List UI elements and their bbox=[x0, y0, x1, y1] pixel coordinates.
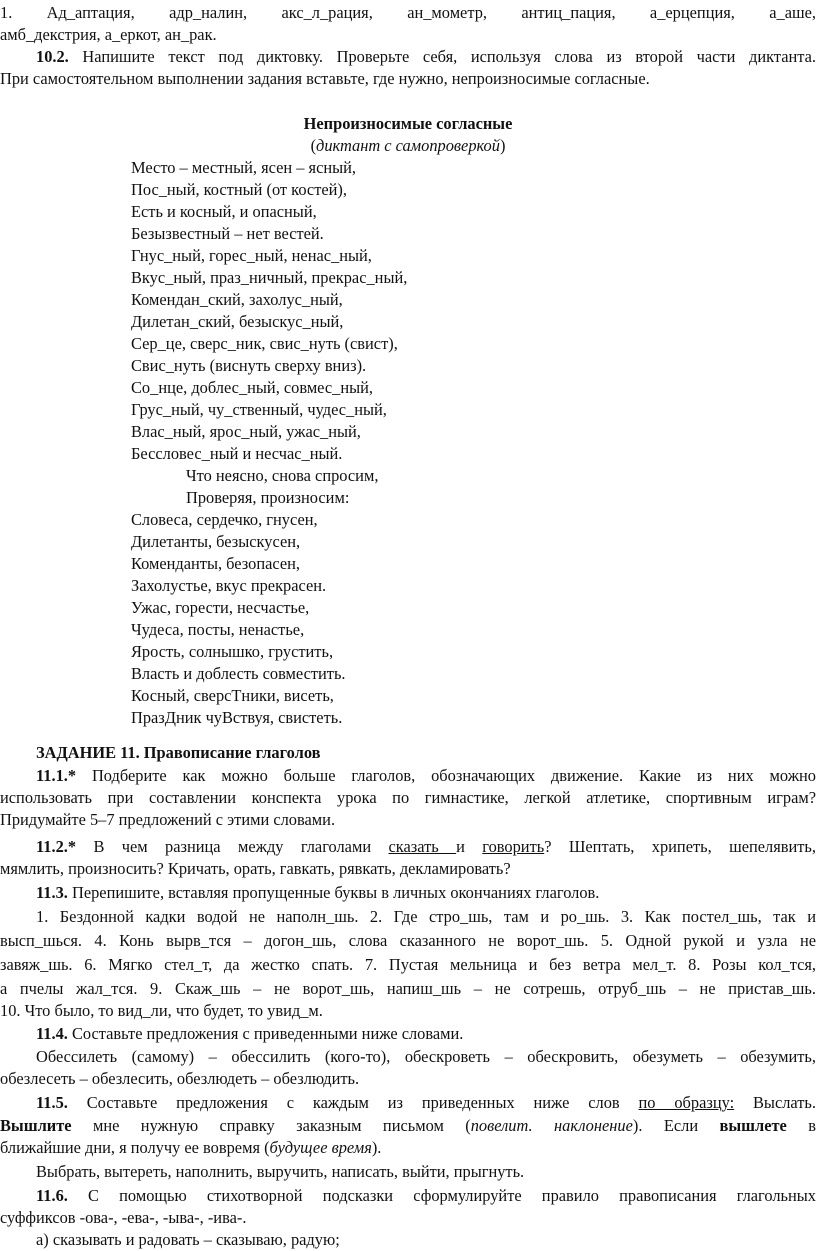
task10-item1-line1: 1. Ад_аптация, адр_налин, акс_л_рация, ан_мометр, антиц_пация, а_ерцепция, а_аше, bbox=[0, 3, 816, 22]
poem-line: Вкус_ный, праз_ничный, прекрас_ный, bbox=[131, 268, 408, 287]
exercise-text: ). bbox=[371, 1138, 382, 1157]
poem-line: Свис_нуть (виснуть сверху вниз). bbox=[131, 356, 367, 375]
underlined-word: сказать bbox=[388, 837, 457, 856]
task11-heading-text: ЗАДАНИЕ 11. Правописание глаголов bbox=[36, 743, 321, 762]
dictation-subtitle-text: диктант с самопроверкой bbox=[316, 136, 500, 155]
poem-line: Грус_ный, чу_ственный, чудес_ный, bbox=[131, 400, 387, 419]
poem-line: Словеса, сердечко, гнусен, bbox=[131, 510, 318, 529]
exercise-11-5-words: Выбрать, вытереть, наполнить, выручить, написать, выйти, прыгнуть. bbox=[36, 1162, 525, 1181]
poem-line: Чудеса, посты, ненастье, bbox=[131, 620, 305, 639]
dictation-subtitle bbox=[0, 135, 816, 157]
poem-line: Ужас, горести, несчастье, bbox=[131, 598, 310, 617]
dictation-title-text: Непроизносимые согласные bbox=[303, 114, 513, 133]
poem-line: Косный, сверсТники, висеть, bbox=[131, 686, 334, 705]
exercise-number: 11.6. bbox=[36, 1186, 68, 1205]
exercise-text: С помощью стихотворной подсказки сформулируйте правило правописания глагольных bbox=[67, 1186, 816, 1205]
exercise-11-3-line1 bbox=[36, 882, 816, 904]
exercise-11-1-line1 bbox=[36, 765, 816, 787]
bold-word: вышлете bbox=[719, 1116, 787, 1135]
poem-line: Место – местный, ясен – ясный, bbox=[131, 158, 357, 177]
exercise-11-1-line3: Придумайте 5–7 предложений с этими словами. bbox=[0, 810, 336, 829]
exercise-number: 11.2.* bbox=[36, 837, 77, 856]
exercise-text: Подберите как можно больше глаголов, обозначающих движение. Какие из них можно bbox=[76, 766, 816, 785]
exercise-number: 10.2. bbox=[36, 47, 69, 66]
italic-note: повелит. наклонение bbox=[470, 1116, 633, 1135]
exercise-text: Перепишите, вставляя пропущенные буквы в личных окончаниях глаголов. bbox=[67, 883, 600, 902]
poem-line: Пос_ный, костный (от костей), bbox=[131, 180, 347, 199]
poem-line: Сер_це, сверс_ник, свис_нуть (свист), bbox=[131, 334, 398, 353]
exercise-11-2-line1 bbox=[36, 836, 816, 858]
poem-line: ПразДник чуВствуя, свистеть. bbox=[131, 708, 343, 727]
exercise-11-5-line2 bbox=[0, 1115, 816, 1137]
poem-line: Бессловес_ный и несчас_ный. bbox=[131, 444, 343, 463]
paren-open: ( bbox=[310, 136, 317, 155]
poem-line: Что неясно, снова спросим, bbox=[186, 466, 379, 485]
exercise-11-5-line3 bbox=[0, 1137, 816, 1159]
exercise-11-4-para-line2: обезлесеть – обезлесить, обезлюдеть – обезлюдить. bbox=[0, 1069, 360, 1088]
exercise-text: Составьте предложения с приведенными ниже словами. bbox=[67, 1024, 464, 1043]
exercise-11-3-para-line3: завяж_шь. 6. Мягко стел_т, да жестко спать. 7. Пустая мельница и без ветра мел_т. 8. Розы кол_тся, bbox=[0, 955, 816, 974]
exercise-11-6-item-a: а) сказывать и радовать – сказываю, радую; bbox=[36, 1230, 340, 1249]
italic-note: будущее время bbox=[269, 1138, 372, 1157]
poem-line: Коменданты, безопасен, bbox=[131, 554, 301, 573]
underlined-word: говорить bbox=[482, 837, 545, 856]
exercise-text: мне нужную справку заказным письмом ( bbox=[71, 1116, 471, 1135]
bold-word: Вышлите bbox=[0, 1116, 72, 1135]
poem-line: Комендан_ский, захолус_ный, bbox=[131, 290, 343, 309]
exercise-11-6-line2: суффиксов -ова-, -ева-, -ыва-, -ива-. bbox=[0, 1208, 247, 1227]
exercise-text: Составьте предложения с каждым из приведенных ниже слов bbox=[67, 1093, 639, 1112]
poem-line: Захолустье, вкус прекрасен. bbox=[131, 576, 327, 595]
exercise-10-2-line2: При самостоятельном выполнении задания вставьте, где нужно, непроизносимые согласные. bbox=[0, 69, 650, 88]
dictation-title bbox=[0, 113, 816, 135]
exercise-number: 11.4. bbox=[36, 1024, 68, 1043]
poem-line: Власть и доблесть совместить. bbox=[131, 664, 346, 683]
poem-line: Гнус_ный, горес_ный, ненас_ный, bbox=[131, 246, 372, 265]
poem-line: Влас_ный, ярос_ный, ужас_ный, bbox=[131, 422, 361, 441]
exercise-number: 11.1.* bbox=[36, 766, 77, 785]
exercise-number: 11.5. bbox=[36, 1093, 68, 1112]
exercise-11-4-para-line1: Обессилеть (самому) – обессилить (кого-то), обескроветь – обескровить, обезуметь – обезумить, bbox=[36, 1047, 816, 1066]
task10-item1-line2: амб_декстрия, а_еркот, ан_рак. bbox=[0, 25, 217, 44]
poem-line: Дилетан_ский, безыскус_ный, bbox=[131, 312, 344, 331]
poem-line: Проверяя, произносим: bbox=[186, 488, 350, 507]
exercise-11-4-line1 bbox=[36, 1023, 816, 1045]
poem-line: Ярость, солнышко, грустить, bbox=[131, 642, 334, 661]
exercise-text: Напишите текст под диктовку. Проверьте себя, используя слова из второй части диктанта. bbox=[68, 47, 816, 66]
poem-line: Безызвестный – нет вестей. bbox=[131, 224, 324, 243]
exercise-10-2-line1 bbox=[36, 46, 816, 68]
poem-line: Со_нце, доблес_ный, совмес_ный, bbox=[131, 378, 373, 397]
exercise-text: ? Шептать, хрипеть, шепелявить, bbox=[544, 837, 816, 856]
exercise-11-6-line1 bbox=[36, 1185, 816, 1207]
exercise-text: ). Если bbox=[632, 1116, 720, 1135]
exercise-11-1-line2: использовать при составлении конспекта урока по гимнастике, легкой атлетике, спортивным играм? bbox=[0, 788, 816, 807]
exercise-text: ближайшие дни, я получу ее вовремя ( bbox=[0, 1138, 270, 1157]
exercise-11-3-para-line5: 10. Что было, то вид_ли, что будет, то увид_м. bbox=[0, 1001, 323, 1020]
exercise-11-3-para-line1: 1. Бездонной кадки водой не наполн_шь. 2. Где стро_шь, там и ро_шь. 3. Как постел_шь, так и bbox=[36, 907, 816, 926]
exercise-text: В чем разница между глаголами bbox=[76, 837, 389, 856]
task11-heading bbox=[36, 742, 816, 764]
exercise-11-3-para-line2: высп_шься. 4. Конь вырв_тся – догон_шь, слова сказанного не ворот_шь. 5. Одной рукой и узла не bbox=[0, 931, 816, 950]
exercise-text: Выслать. bbox=[734, 1093, 816, 1112]
exercise-text: в bbox=[786, 1116, 816, 1135]
paren-close: ) bbox=[499, 136, 506, 155]
exercise-11-5-line1 bbox=[36, 1092, 816, 1114]
underlined-phrase: по образцу: bbox=[638, 1093, 735, 1112]
poem-line: Дилетанты, безыскусен, bbox=[131, 532, 301, 551]
exercise-text: и bbox=[456, 837, 483, 856]
exercise-11-2-line2: мямлить, произносить? Кричать, орать, гавкать, рявкать, декламировать? bbox=[0, 859, 511, 878]
exercise-11-3-para-line4: а пчелы жал_тся. 9. Скаж_шь – не ворот_шь, напиш_шь – не сотрешь, отруб_шь – не пристав_шь. bbox=[0, 979, 816, 998]
exercise-number: 11.3. bbox=[36, 883, 68, 902]
poem-line: Есть и косный, и опасный, bbox=[131, 202, 317, 221]
